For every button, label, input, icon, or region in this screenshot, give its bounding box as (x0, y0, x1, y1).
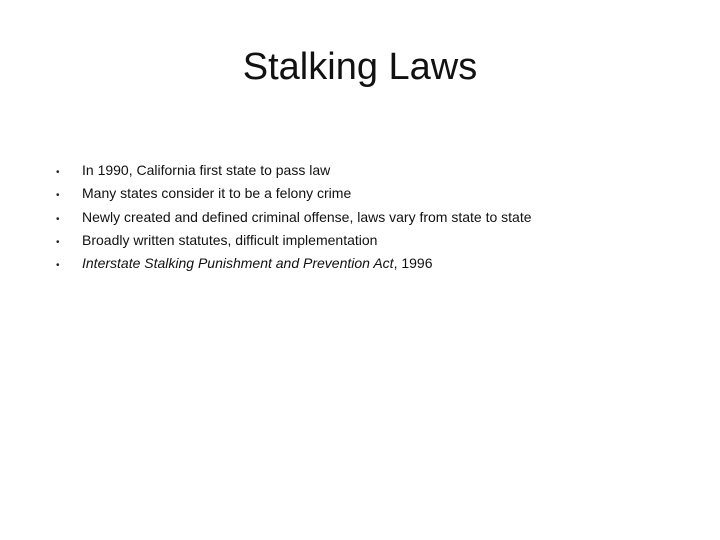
bullet-item (56, 159, 676, 182)
bullet-text (82, 252, 433, 275)
slide-title: Stalking Laws (242, 46, 478, 88)
bullet-text: Many states consider it to be a felony crime (82, 185, 352, 202)
bullet-text: In 1990, California first state to pass law (82, 162, 331, 178)
bullet-marker: • (56, 167, 60, 178)
bullet-marker: • (56, 260, 60, 272)
bullet-marker: • (56, 213, 60, 225)
bullet-item (56, 252, 676, 275)
bullet-marker: • (56, 190, 60, 202)
bullet-text: Broadly written statutes, difficult implementation (82, 231, 378, 248)
bullet-text: Newly created and defined criminal offense, laws vary from state to state (82, 208, 532, 225)
bullet-marker: • (56, 236, 60, 248)
bullet-item (56, 206, 676, 229)
bullet-item (56, 182, 676, 205)
act-year: , 1996 (393, 255, 433, 272)
bullet-item (56, 229, 676, 252)
act-name: Interstate Stalking Punishment and Prevention Act (82, 255, 394, 272)
bullet-list (56, 159, 676, 275)
